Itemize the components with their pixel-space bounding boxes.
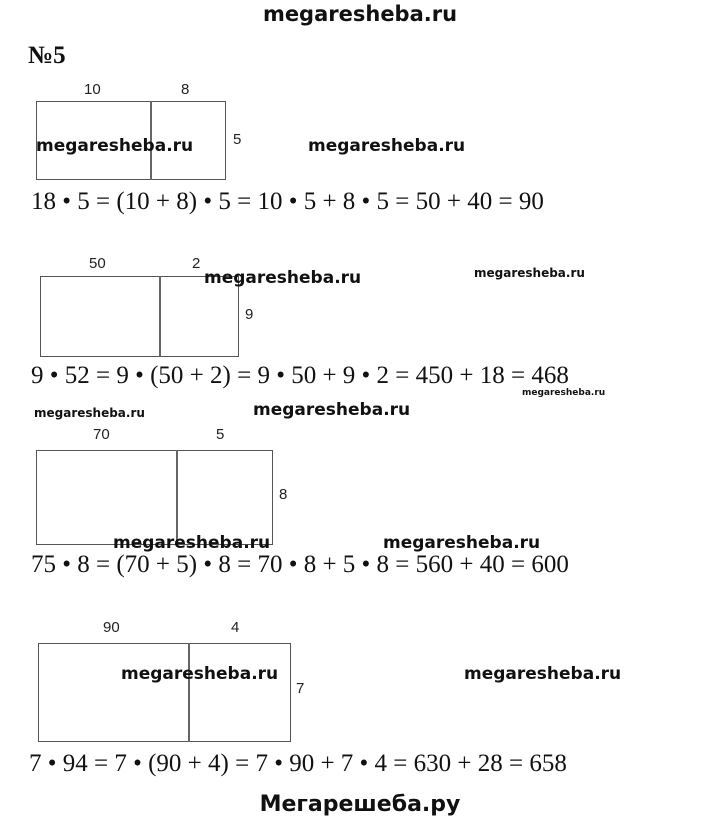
side-label: 7 (296, 680, 305, 697)
watermark: megaresheba.ru (308, 136, 466, 156)
watermark: megaresheba.ru (204, 268, 362, 288)
header-watermark: megaresheba.ru (262, 2, 458, 26)
top-label-2: 4 (231, 619, 240, 636)
top-label-1: 10 (84, 81, 101, 98)
watermark: megaresheba.ru (253, 400, 411, 420)
task-number: №5 (28, 42, 66, 69)
top-label-1: 90 (103, 619, 120, 636)
equation: 7 • 94 = 7 • (90 + 4) = 7 • 90 + 7 • 4 = 630 + 28 = 658 (29, 750, 567, 777)
equation: 9 • 52 = 9 • (50 + 2) = 9 • 50 + 9 • 2 = 450 + 18 = 468 (31, 362, 569, 389)
side-label: 9 (245, 306, 254, 323)
rectangle-divider (176, 450, 178, 545)
top-label-2: 8 (181, 81, 190, 98)
top-label-1: 70 (93, 426, 110, 443)
side-label: 8 (279, 486, 288, 503)
top-label-2: 2 (192, 255, 201, 272)
watermark: megaresheba.ru (383, 533, 541, 553)
rectangle-divider (159, 276, 161, 357)
watermark: megaresheba.ru (36, 136, 194, 156)
watermark: megaresheba.ru (464, 664, 622, 684)
top-label-2: 5 (216, 426, 225, 443)
watermark: megaresheba.ru (522, 388, 606, 398)
watermark: megaresheba.ru (121, 664, 279, 684)
top-label-1: 50 (89, 255, 106, 272)
area-rectangle (40, 276, 239, 357)
watermark: megaresheba.ru (34, 406, 145, 420)
watermark: megaresheba.ru (113, 533, 271, 553)
equation: 75 • 8 = (70 + 5) • 8 = 70 • 8 + 5 • 8 = 560 + 40 = 600 (31, 551, 569, 578)
side-label: 5 (233, 131, 242, 148)
watermark: megaresheba.ru (474, 266, 585, 280)
rectangle-divider (188, 643, 190, 742)
area-rectangle (38, 643, 291, 742)
area-rectangle (36, 450, 273, 545)
equation: 18 • 5 = (10 + 8) • 5 = 10 • 5 + 8 • 5 = 50 + 40 = 90 (31, 188, 544, 215)
footer-watermark: Мегарешеба.ру (259, 792, 461, 817)
